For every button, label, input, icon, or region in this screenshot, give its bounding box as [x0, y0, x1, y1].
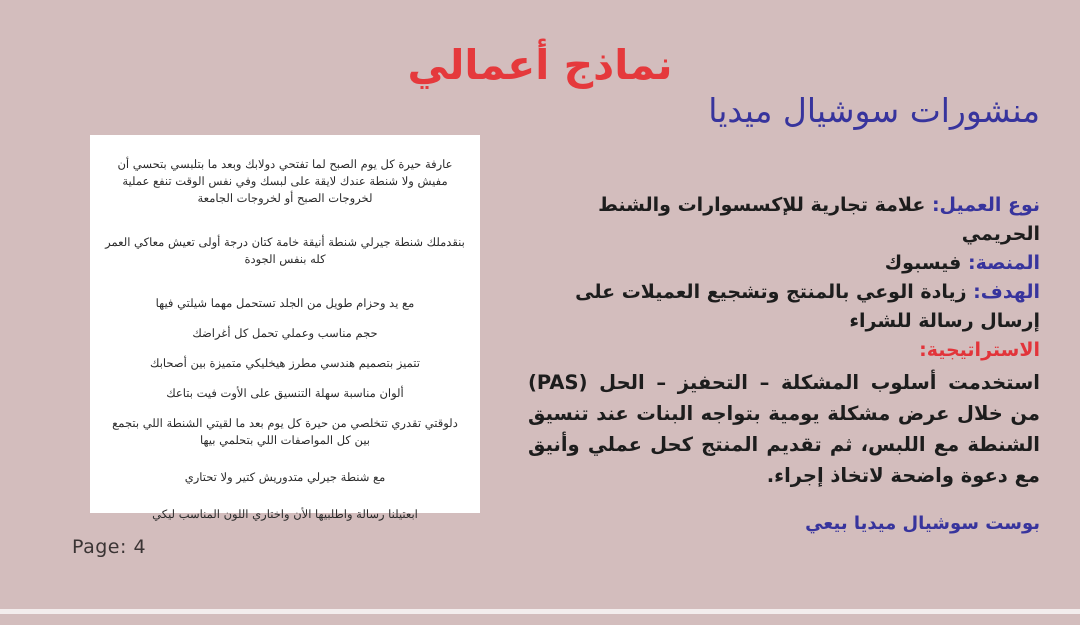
detail-client-type [528, 191, 1040, 249]
detail-platform-value: فيسبوك [884, 252, 962, 275]
detail-client-type-value: علامة تجارية للإكسسوارات والشنط الحريمي [598, 194, 1040, 246]
detail-platform [528, 249, 1040, 278]
detail-client-type-label: نوع العميل: [931, 194, 1040, 217]
card-paragraph: عارفة حيرة كل يوم الصبح لما تفتحي دولابك وبعد ما بتلبسي بتحسي أن مفيش ولا شنطة عندك لايقة على لبسك وفي نفس الوقت تنفع عملية لخروجات الصبح أو لخروجات الجامعة [117, 157, 453, 205]
detail-strategy [528, 336, 1040, 365]
section-heading: منشورات سوشيال ميديا [708, 91, 1040, 130]
card-paragraph: ابعتيلنا رسالة واطلبيها الأن واختاري اللون المناسب ليكي [152, 507, 418, 521]
page-number-label: Page: 4 [72, 536, 147, 558]
detail-strategy-label: الاستراتيجية: [919, 339, 1040, 362]
document-card [90, 135, 480, 521]
card-paragraph: دلوقتي تقدري تتخلصي من حيرة كل يوم بعد ما لقيتي الشنطة اللي بتجمع بين كل المواصفات اللي بتحلمي بيها [112, 416, 458, 447]
detail-goal [528, 278, 1040, 336]
strategy-paragraph: استخدمت أسلوب المشكلة – التحفيز – الحل (PAS) من خلال عرض مشكلة يومية بتواجه البنات عند تنسيق الشنطة مع اللبس، ثم تقديم المنتج كحل عملي وأنيق مع دعوة واضحة لاتخاذ إجراء. [528, 371, 1040, 488]
card-paragraph: مع شنطة جيرلي متدوريش كتير ولا تحتاري [184, 470, 386, 484]
card-paragraph: بنقدملك شنطة جيرلي شنطة أنيقة خامة كتان درجة أولى تعيش معاكي العمر كله بنفس الجودة [105, 235, 465, 266]
card-paragraph: حجم مناسب وعملي تحمل كل أغراضك [192, 326, 378, 340]
card-paragraph: ألوان مناسبة سهلة التنسيق على الأوت فيت بتاعك [166, 386, 404, 400]
detail-platform-label: المنصة: [968, 252, 1040, 275]
detail-goal-label: الهدف: [973, 281, 1040, 304]
card-paragraph: مع يد وحزام طويل من الجلد تستحمل مهما شيلتي فيها [155, 296, 415, 310]
detail-goal-value: زيادة الوعي بالمنتج وتشجيع العميلات على إرسال رسالة للشراء [575, 281, 1040, 333]
post-type-caption: بوست سوشيال ميديا بيعي [805, 513, 1040, 535]
page-title: نماذج أعمالي [407, 41, 673, 90]
bottom-divider [0, 609, 1080, 614]
brief-section [528, 90, 1040, 534]
card-paragraph: تتميز بتصميم هندسي مطرز هيخليكي متميزة بين أصحابك [150, 356, 420, 370]
